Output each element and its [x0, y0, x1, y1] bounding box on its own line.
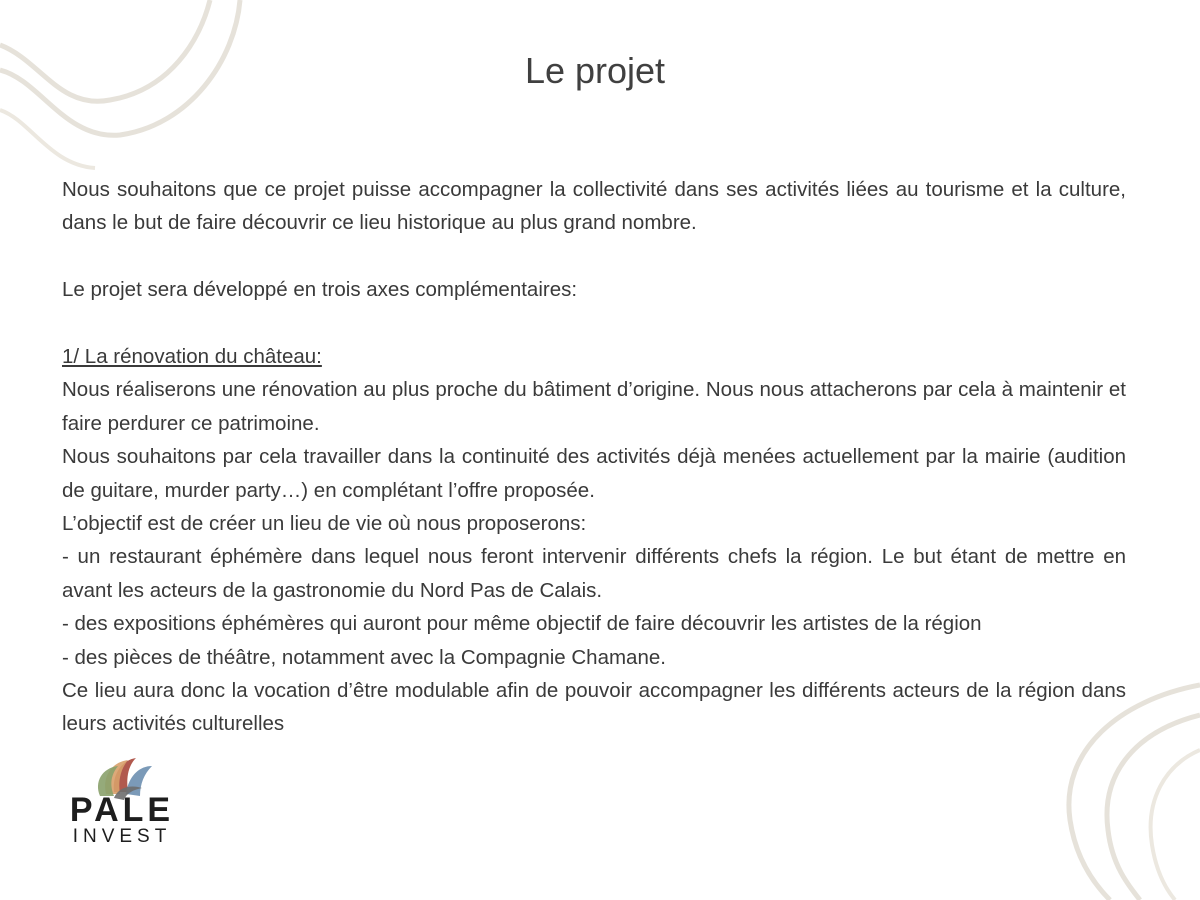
- intro-paragraph: Nous souhaitons que ce projet puisse accompagner la collectivité dans ses activités liées au tourisme et la culture, dans le but de faire découvrir ce lieu historique au plus grand nombre.: [62, 178, 1126, 235]
- bullet-theatre: - des pièces de théâtre, notamment avec la Compagnie Chamane.: [62, 645, 666, 669]
- logo-wordmark-pale: PALE: [69, 791, 175, 829]
- bullet-exhibitions: - des expositions éphémères qui auront pour même objectif de faire découvrir les artistes de la région: [62, 612, 982, 636]
- paragraph-spacer: [62, 307, 1126, 340]
- body-text: [62, 173, 1126, 741]
- conclusion-paragraph: Ce lieu aura donc la vocation d’être modulable afin de pouvoir accompagner les différents acteurs de la région dans leurs activités culturelles: [62, 679, 1126, 736]
- objective-paragraph: L’objectif est de créer un lieu de vie où nous proposerons:: [62, 512, 587, 536]
- page-title: Le projet: [524, 50, 666, 91]
- logo-wordmark-invest: INVEST: [72, 826, 172, 847]
- continuity-paragraph: Nous souhaitons par cela travailler dans la continuité des activités déjà menées actuellement par la mairie (audition de guitare, murder party…) en complétant l’offre proposée.: [62, 445, 1126, 502]
- renovation-paragraph: Nous réaliserons une rénovation au plus proche du bâtiment d’origine. Nous nous attacherons par cela à maintenir et faire perdurer ce patrimoine.: [62, 378, 1126, 435]
- axes-paragraph: Le projet sera développé en trois axes complémentaires:: [62, 278, 578, 302]
- section-heading: 1/ La rénovation du château:: [62, 345, 322, 368]
- pale-invest-logo: [68, 752, 178, 848]
- paragraph-spacer: [62, 240, 1126, 273]
- bullet-restaurant: - un restaurant éphémère dans lequel nous feront intervenir différents chefs la région. Le but étant de mettre en avant les acteurs de la gastronomie du Nord Pas de Calais.: [62, 545, 1126, 602]
